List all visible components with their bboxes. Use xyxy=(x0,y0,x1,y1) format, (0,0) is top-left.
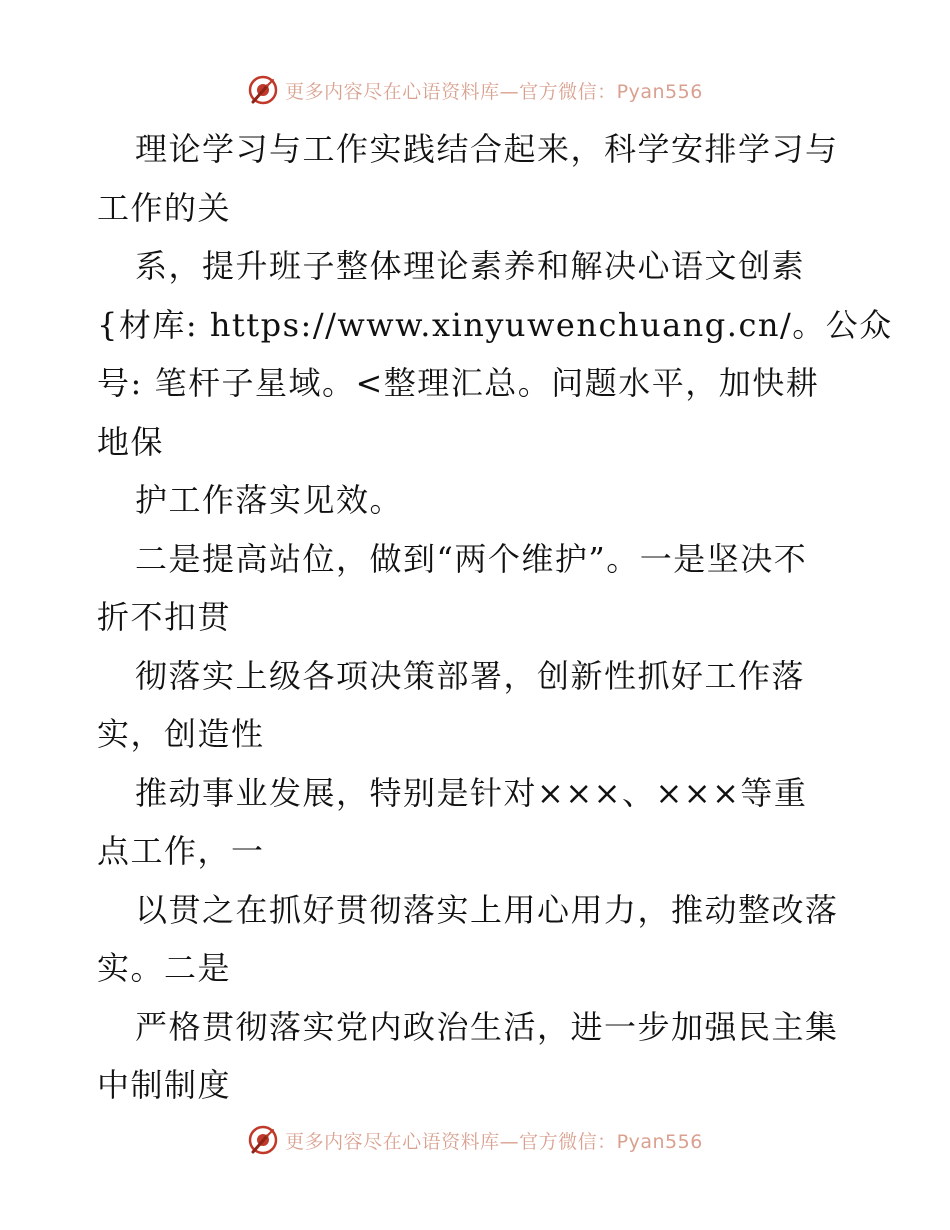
pen-logo-icon xyxy=(247,74,279,106)
header-banner xyxy=(0,70,950,110)
text-line: 实，创造性 xyxy=(97,715,265,753)
pen-logo-icon xyxy=(247,1124,279,1156)
footer-banner xyxy=(0,1120,950,1160)
text-line: 中制制度 xyxy=(97,1066,232,1104)
text-line: 实。二是 xyxy=(97,949,232,987)
text-line: 折不扣贯 xyxy=(97,598,232,636)
text-line: 理论学习与工作实践结合起来，科学安排学习与 xyxy=(135,130,839,168)
document-body xyxy=(97,120,893,1115)
text-line: 以贯之在抓好贯彻落实上用心用力，推动整改落 xyxy=(135,890,839,929)
text-line: 彻落实上级各项决策部署，创新性抓好工作落 xyxy=(135,656,806,695)
text-line: 号: 笔杆子星域。<整理汇总。问题水平，加快耕 xyxy=(97,364,820,402)
header-banner-text: 更多内容尽在心语资料库—官方微信：Pyan556 xyxy=(285,80,703,103)
text-line: 推动事业发展，特别是针对×××、×××等重 xyxy=(135,773,808,812)
text-line: 点工作，一 xyxy=(97,832,265,870)
text-line: 护工作落实见效。 xyxy=(135,481,404,519)
text-line: 二是提高站位，做到“两个维护”。一是坚决不 xyxy=(135,539,808,578)
text-line: 工作的关 xyxy=(97,188,232,227)
text-line: 地保 xyxy=(97,422,165,461)
text-line: 严格贯彻落实党内政治生活，进一步加强民主集 xyxy=(135,1007,839,1046)
footer-banner-text: 更多内容尽在心语资料库—官方微信：Pyan556 xyxy=(285,1130,703,1153)
text-line: {材库: https://www.xinyuwenchuang.cn/。公众 xyxy=(97,305,893,344)
text-line: 系，提升班子整体理论素养和解决心语文创素 xyxy=(135,247,806,285)
